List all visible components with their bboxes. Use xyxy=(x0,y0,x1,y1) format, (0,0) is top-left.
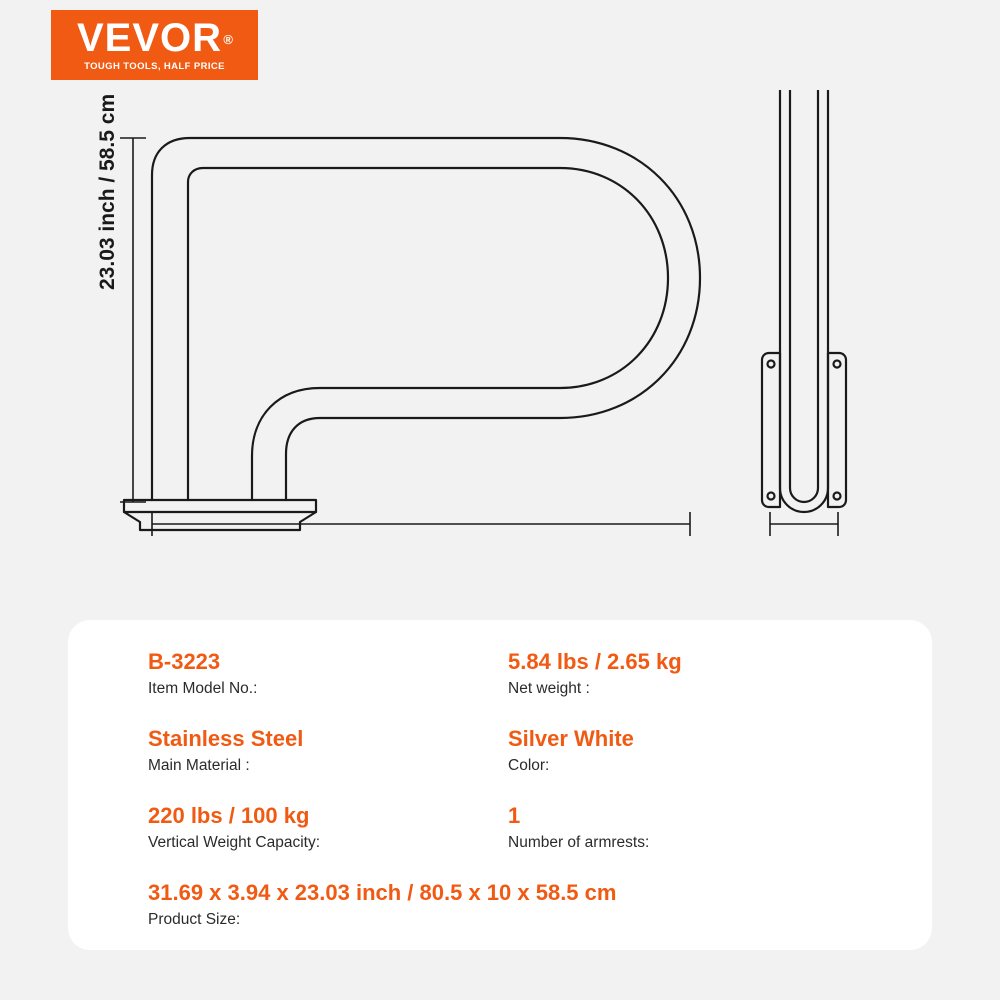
height-dimension-label: 23.03 inch / 58.5 cm xyxy=(96,93,119,290)
spec-item-weight-capacity xyxy=(148,802,508,853)
spec-item-color xyxy=(508,725,868,776)
spec-label-armrest-count: Number of armrests: xyxy=(508,834,650,851)
spec-item-model xyxy=(148,648,508,699)
front-view-handrail xyxy=(124,138,700,530)
specifications-grid xyxy=(148,648,868,956)
product-technical-drawing xyxy=(0,90,1000,590)
brand-name-text: VEVOR xyxy=(76,16,223,60)
spec-label-weight-capacity: Vertical Weight Capacity: xyxy=(148,834,321,851)
spec-item-armrest-count xyxy=(508,802,868,853)
dimension-lines xyxy=(120,138,838,536)
spec-value-product-size: 31.69 x 3.94 x 23.03 inch / 80.5 x 10 x 58.5 cm xyxy=(148,880,617,905)
spec-value-armrest-count: 1 xyxy=(508,803,521,828)
brand-name xyxy=(76,16,235,60)
spec-label-model: Item Model No.: xyxy=(148,680,258,697)
specifications-card xyxy=(68,620,932,950)
spec-value-color: Silver White xyxy=(508,726,634,751)
spec-value-model: B-3223 xyxy=(148,649,221,674)
spec-item-net-weight xyxy=(508,648,868,699)
vevor-logo xyxy=(51,10,258,80)
registered-mark: ® xyxy=(223,32,235,47)
side-view-handrail xyxy=(762,90,846,512)
spec-item-product-size xyxy=(148,879,868,930)
spec-label-color: Color: xyxy=(508,757,550,774)
spec-value-net-weight: 5.84 lbs / 2.65 kg xyxy=(508,649,682,674)
spec-item-material xyxy=(148,725,508,776)
spec-value-material: Stainless Steel xyxy=(148,726,304,751)
spec-label-net-weight: Net weight : xyxy=(508,680,590,697)
spec-label-product-size: Product Size: xyxy=(148,911,241,928)
brand-tagline: TOUGH TOOLS, HALF PRICE xyxy=(84,61,225,72)
spec-value-weight-capacity: 220 lbs / 100 kg xyxy=(148,803,310,828)
spec-label-material: Main Material : xyxy=(148,757,250,774)
